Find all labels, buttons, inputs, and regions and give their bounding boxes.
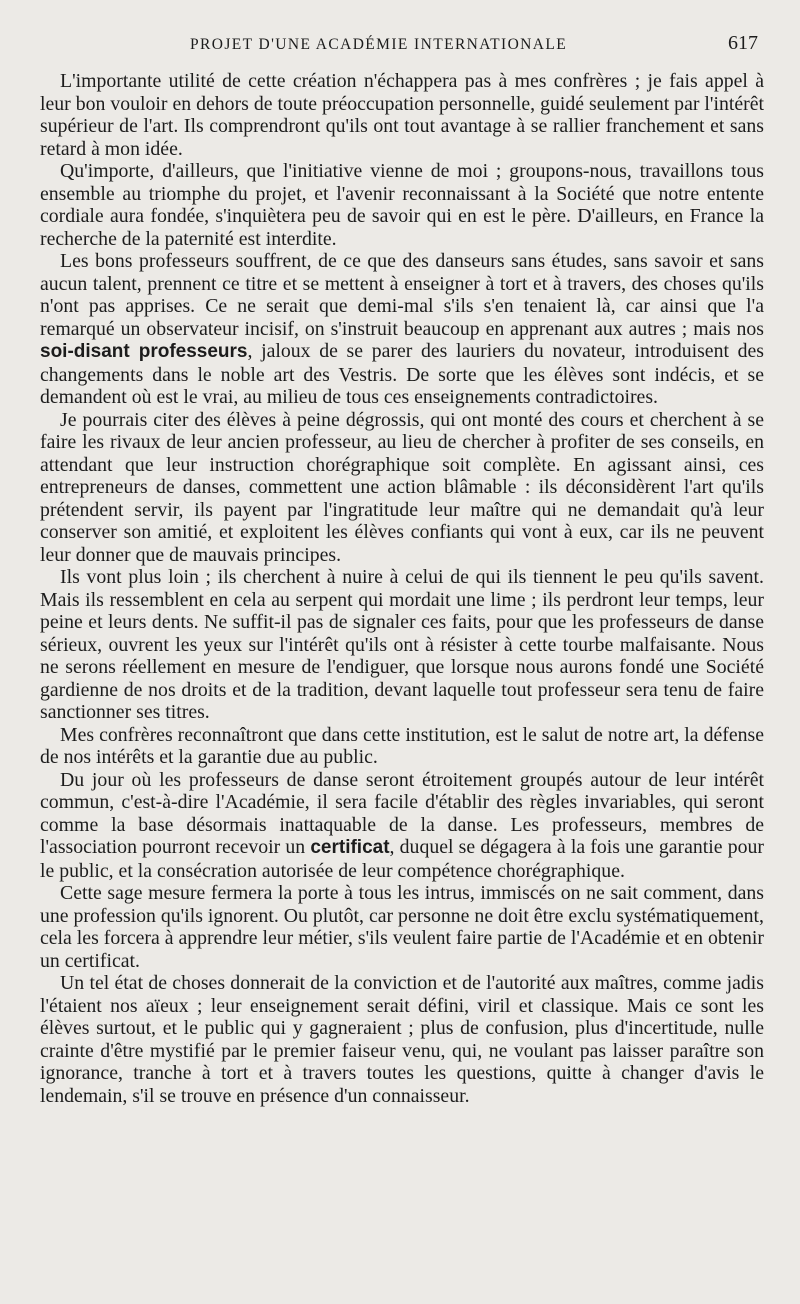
paragraph-text: , jaloux de se parer des lauriers du novateur, introduisent des changements dans le noble art des Vestris. De sorte que les élèves sont indécis, et se demandent où est le vrai, au milieu de tous ces enseignements contradictoires.: [40, 340, 764, 408]
paragraph: [40, 250, 764, 409]
paragraph: [40, 409, 764, 567]
paragraph: [40, 160, 764, 250]
paragraph-text: L'importante utilité de cette création n'échappera pas à mes confrères ; je fais appel à leur bon vouloir en dehors de toute préoccupation personnelle, guidé seulement par l'intérêt supérieur de l'art. Ils comprendront qu'ils ont tout avantage à se rallier franchement et sans retard à mon idée.: [40, 70, 764, 160]
paragraph-text: Ils vont plus loin ; ils cherchent à nuire à celui de qui ils tiennent le peu qu'ils savent. Mais ils ressemblent en cela au serpent qui mordait une lime ; ils perdront leur temps, leur peine et leurs dents. Ne suffit-il pas de signaler ces faits, pour que les professeurs de danse sérieux, ouvrent les yeux sur l'intérêt qu'ils ont à résister à cette tourbe malfaisante. Nous ne serons réellement en mesure de l'endiguer, que lorsque nous aurons fondé une Société gardienne de nos droits et de la tradition, devant laquelle tout professeur sera tenu de faire sanctionner ses titres.: [40, 566, 764, 723]
paragraph-text: Du jour où les professeurs de danse seront étroitement groupés autour de leur intérêt commun, c'est-à-dire l'Académie, il sera facile d'établir des règles invariables, qui seront comme la base désormais inattaquable de la danse. Les professeurs, membres de l'association pourront recevoir un: [40, 768, 764, 858]
paragraph-text: Cette sage mesure fermera la porte à tous les intrus, immiscés on ne sait comment, dans une profession qu'ils ignorent. Ou plutôt, car personne ne doit être exclu systématiquement, cela les forcera à apprendre leur métier, s'ils veulent faire partie de l'Académie et en obtenir un certificat.: [40, 882, 764, 972]
bold-phrase: certificat: [310, 837, 390, 858]
paragraph-text: Les bons professeurs souffrent, de ce que des danseurs sans études, sans savoir et sans aucun talent, prennent ce titre et se mettent à enseigner à tort et à travers, des choses qu'ils n'ont pas apprises. Ce ne serait que demi-mal s'ils s'en tenaient là, car ainsi que l'a remarqué un observateur incisif, on s'instruit beaucoup en apprenant aux autres ; mais nos: [40, 250, 764, 340]
page-header: [40, 32, 764, 62]
paragraph: [40, 566, 764, 724]
paragraph: [40, 70, 764, 160]
paragraph-text: Mes confrères reconnaîtront que dans cette institution, est le salut de notre art, la défense de nos intérêts et la garantie due au public.: [40, 723, 764, 768]
paragraph: [40, 972, 764, 1107]
paragraph: [40, 724, 764, 769]
page-number: 617: [728, 32, 758, 54]
paragraph-text: Je pourrais citer des élèves à peine dégrossis, qui ont monté des cours et cherchent à se faire les rivaux de leur ancien professeur, au lieu de chercher à profiter de ses conseils, en attendant que leur instruction chorégraphique soit complète. En agissant ainsi, ces entrepreneurs de danses, commettent une action blâmable : ils déconsidèrent l'art qu'ils prétendent servir, ils payent par l'ingratitude leur maître qui ne demandait qu'à leur conserver son amitié, et exploitent les élèves confiants qui vont à eux, car ils ne peuvent leur donner que de mauvais principes.: [40, 408, 764, 566]
bold-phrase: soi-disant professeurs: [40, 341, 248, 362]
body-text: [40, 70, 764, 1107]
paragraph: [40, 882, 764, 972]
paragraph-text: , duquel se dégagera à la fois une garantie pour le public, et la consécration autorisée de leur compétence chorégraphique.: [40, 836, 764, 882]
paragraph-text: Un tel état de choses donnerait de la conviction et de l'autorité aux maîtres, comme jadis l'étaient nos aïeux ; leur enseignement serait défini, viril et classique. Mais ce sont les élèves surtout, et le public qui y gagneraient ; plus de confusion, plus d'incertitude, nulle crainte d'être mystifié par le premier faiseur venu, qui, ne voulant pas laisser paraître son ignorance, tranche à tort et à travers toutes les questions, quitte à changer d'avis le lendemain, s'il se trouve en présence d'un connaisseur.: [40, 972, 764, 1107]
running-title: PROJET D'UNE ACADÉMIE INTERNATIONALE: [190, 36, 568, 53]
paragraph-text: Qu'importe, d'ailleurs, que l'initiative vienne de moi ; groupons-nous, travaillons tous ensemble au triomphe du projet, et l'avenir reconnaissant à la Société que notre entente cordiale aura fondée, s'inquiètera peu de savoir qui en est le père. D'ailleurs, en France la recherche de la paternité est interdite.: [40, 160, 764, 250]
paragraph: [40, 769, 764, 883]
